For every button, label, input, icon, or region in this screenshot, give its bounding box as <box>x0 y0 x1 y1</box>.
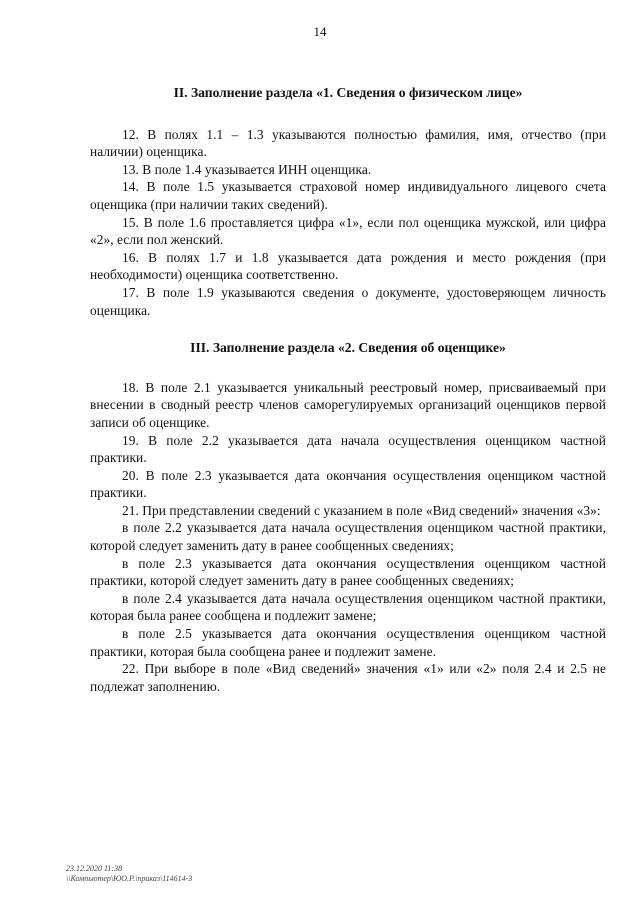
paragraph-14: 14. В поле 1.5 указывается страховой номер индивидуального лицевого счета оценщика (при наличии таких сведений). <box>90 179 606 212</box>
section-heading-3: III. Заполнение раздела «2. Сведения об оценщике» <box>190 340 506 356</box>
paragraph-21: 21. При представлении сведений с указанием в поле «Вид сведений» значения «3»: <box>122 502 601 518</box>
paragraph-13: 13. В поле 1.4 указывается ИНН оценщика. <box>122 161 372 177</box>
paragraph-20: 20. В поле 2.3 указывается дата окончания осуществления оценщиком частной практики. <box>90 467 606 501</box>
paragraph-18: 18. В поле 2.1 указывается уникальный реестровый номер, присваиваемый при внесении в сводный реестр членов саморегулируемых организаций оценщиков первой записи об оценщике. <box>90 379 606 430</box>
section-heading-2: II. Заполнение раздела «1. Сведения о физическом лице» <box>173 85 523 100</box>
section-2-paragraphs <box>90 126 606 320</box>
document-body <box>90 84 606 695</box>
paragraph-19: 19. В поле 2.2 указывается дата начала осуществления оценщиком частной практики. <box>90 432 606 466</box>
paragraph-15: 15. В поле 1.6 проставляется цифра «1», если пол оценщика мужской, или цифра «2», если пол женский. <box>90 214 606 248</box>
paragraph-21-item-4: в поле 2.5 указывается дата окончания осуществления оценщиком частной практики, которая была сообщена ранее и подлежит замене. <box>90 626 606 659</box>
page-number: 14 <box>313 24 327 39</box>
footer-file-path: \\Компьютер\ЮО.Р.\приказ\114614-3 <box>66 874 193 883</box>
paragraph-22: 22. При выборе в поле «Вид сведений» значения «1» или «2» поля 2.4 и 2.5 не подлежат заполнению. <box>90 661 606 694</box>
paragraph-21-item-1: в поле 2.2 указывается дата начала осуществления оценщиком частной практики, которой следует заменить дату в ранее сообщенных сведениях; <box>90 520 606 554</box>
section-3-paragraphs <box>90 379 606 696</box>
footer-timestamp: 23.12.2020 11:38 <box>66 864 123 873</box>
paragraph-16: 16. В полях 1.7 и 1.8 указывается дата рождения и место рождения (при необходимости) оценщика соответственно. <box>90 249 606 283</box>
paragraph-12: 12. В полях 1.1 – 1.3 указываются полностью фамилия, имя, отчество (при наличии) оценщика. <box>90 126 606 160</box>
paragraph-21-item-2: в поле 2.3 указывается дата окончания осуществления оценщиком частной практики, которой следует заменить дату в ранее сообщенных сведениях; <box>90 555 606 589</box>
paragraph-21-item-3: в поле 2.4 указывается дата начала осуществления оценщиком частной практики, которая была ранее сообщена и подлежит замене; <box>90 590 606 624</box>
document-footer <box>66 864 192 884</box>
paragraph-17: 17. В поле 1.9 указываются сведения о документе, удостоверяющем личность оценщика. <box>90 284 606 318</box>
